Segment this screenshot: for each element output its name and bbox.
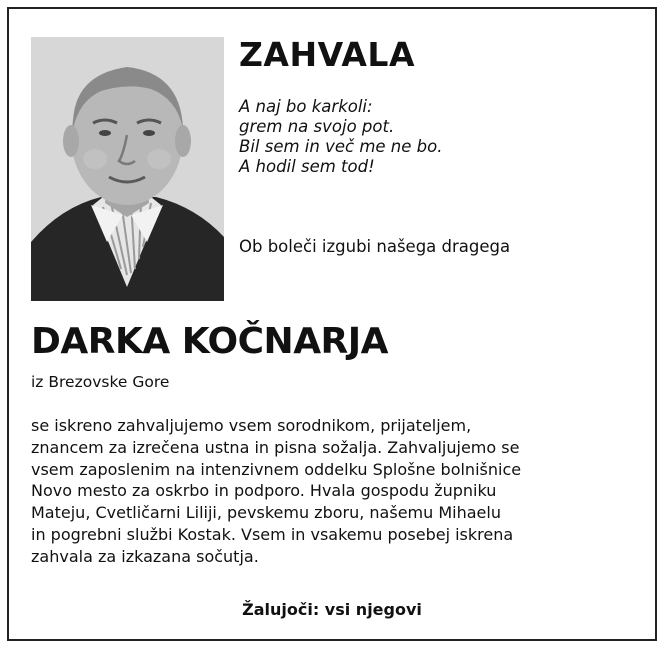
poem-line: grem na svojo pot.: [239, 117, 395, 136]
signature: Žalujoči: vsi njegovi: [242, 600, 422, 619]
paragraph-line: Novo mesto za oskrbo in podporo. Hvala gospodu župniku: [31, 481, 497, 501]
paragraph-line: se iskreno zahvaljujemo vsem sorodnikom, prijateljem,: [31, 416, 472, 435]
intro-text: Ob boleči izgubi našega dragega: [239, 237, 511, 256]
poem-line: A hodil sem tod!: [239, 157, 375, 176]
deceased-name: DARKA KOČNARJA: [31, 321, 389, 362]
paragraph-line: Mateju, Cvetličarni Liliji, pevskemu zboru, našemu Mihaelu: [31, 503, 501, 523]
origin-text: iz Brezovske Gore: [31, 373, 170, 391]
obituary-notice: [7, 7, 657, 641]
poem: [239, 97, 442, 177]
poem-line: A naj bo karkoli:: [239, 97, 373, 116]
poem-line: Bil sem in več me ne bo.: [239, 137, 443, 156]
paragraph-line: znancem za izrečena ustna in pisna sožalja. Zahvaljujemo se: [31, 437, 520, 457]
portrait-photo: [31, 37, 224, 301]
notice-title: ZAHVALA: [239, 35, 415, 74]
thanks-paragraph: [31, 415, 631, 568]
paragraph-line: in pogrebni službi Kostak. Vsem in vsakemu posebej iskrena: [31, 524, 514, 544]
paragraph-line: zahvala za izkazana sočutja.: [31, 546, 259, 566]
paragraph-line: vsem zaposlenim na intenzivnem oddelku Splošne bolnišnice: [31, 459, 522, 479]
portrait-image: [31, 37, 224, 301]
